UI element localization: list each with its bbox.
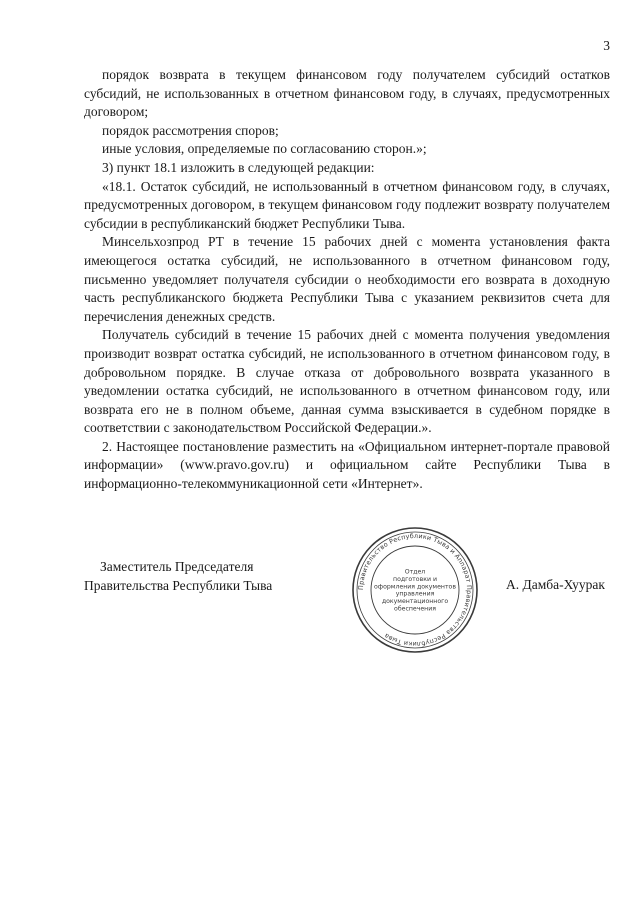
- document-body: [84, 66, 610, 494]
- signer-title: [84, 558, 272, 595]
- official-seal: [350, 525, 480, 655]
- paragraph-recipient-return: Получатель субсидий в течение 15 рабочих дней с момента получения уведомления производит возврат остатка субсидий, не использованного в отчетном финансовом году, в добровольном порядке. В случае отказа от добровольного возврата указанного в уведомлении остатка субсидий, не использованного в отчетном финансовом году, или возврата его не в полном объеме, данная сумма взыскивается в судебном порядке в соответствии с законодательством Российской Федерации.».: [84, 327, 610, 436]
- seal-center-line: подготовки и: [393, 575, 437, 583]
- paragraph-ministry-notice: Минсельхозпрод РТ в течение 15 рабочих дней с момента установления факта имеющегося остатка субсидий, не использованного в отчетном финансовом году, письменно уведомляет получателя субсидии о необходимости его возврата в доходную часть республиканского бюджета Республики Тыва с указанием реквизитов счета для перечисления денежных средств.: [84, 234, 610, 324]
- seal-center-line: Отдел: [404, 568, 426, 576]
- seal-center-line: обеспечения: [394, 605, 436, 613]
- seal-ring-text: Правительство Республики Тыва и Аппарат Правительства Республики Тыва: [356, 531, 474, 649]
- signer-name: А. Дамба-Хуурак: [506, 577, 605, 592]
- paragraph-other-conditions: иные условия, определяемые по согласованию сторон.»;: [102, 141, 427, 157]
- paragraph-return-procedure: порядок возврата в текущем финансовом году получателем субсидий остатков субсидий, не использованных в отчетном финансовом году, в случаях, предусмотренных договором;: [84, 67, 610, 120]
- page-number: 3: [603, 38, 610, 53]
- seal-center-line: оформления документов: [374, 583, 456, 591]
- signer-title-line-2: Правительства Республики Тыва: [84, 577, 273, 593]
- signer-title-line-1: Заместитель Председателя: [100, 559, 254, 574]
- seal-center-line: документационного: [381, 598, 449, 606]
- paragraph-disputes: порядок рассмотрения споров;: [102, 122, 279, 138]
- paragraph-item-3: 3) пункт 18.1 изложить в следующей редакции:: [102, 159, 375, 175]
- signature-block: [0, 525, 640, 655]
- paragraph-18-1: «18.1. Остаток субсидий, не использованный в отчетном финансовом году, в случаях, предусмотренных договором, в текущем финансовом году подлежит возврату получателем субсидии в республиканский бюджет Республики Тыва.: [84, 178, 610, 231]
- paragraph-publication: 2. Настоящее постановление разместить на «Официальном интернет-портале правовой информации» (www.pravo.gov.ru) и официальном сайте Республики Тыва в информационно-телекоммуникационной сети «Интернет».: [84, 438, 610, 492]
- seal-center-line: управления: [395, 590, 435, 598]
